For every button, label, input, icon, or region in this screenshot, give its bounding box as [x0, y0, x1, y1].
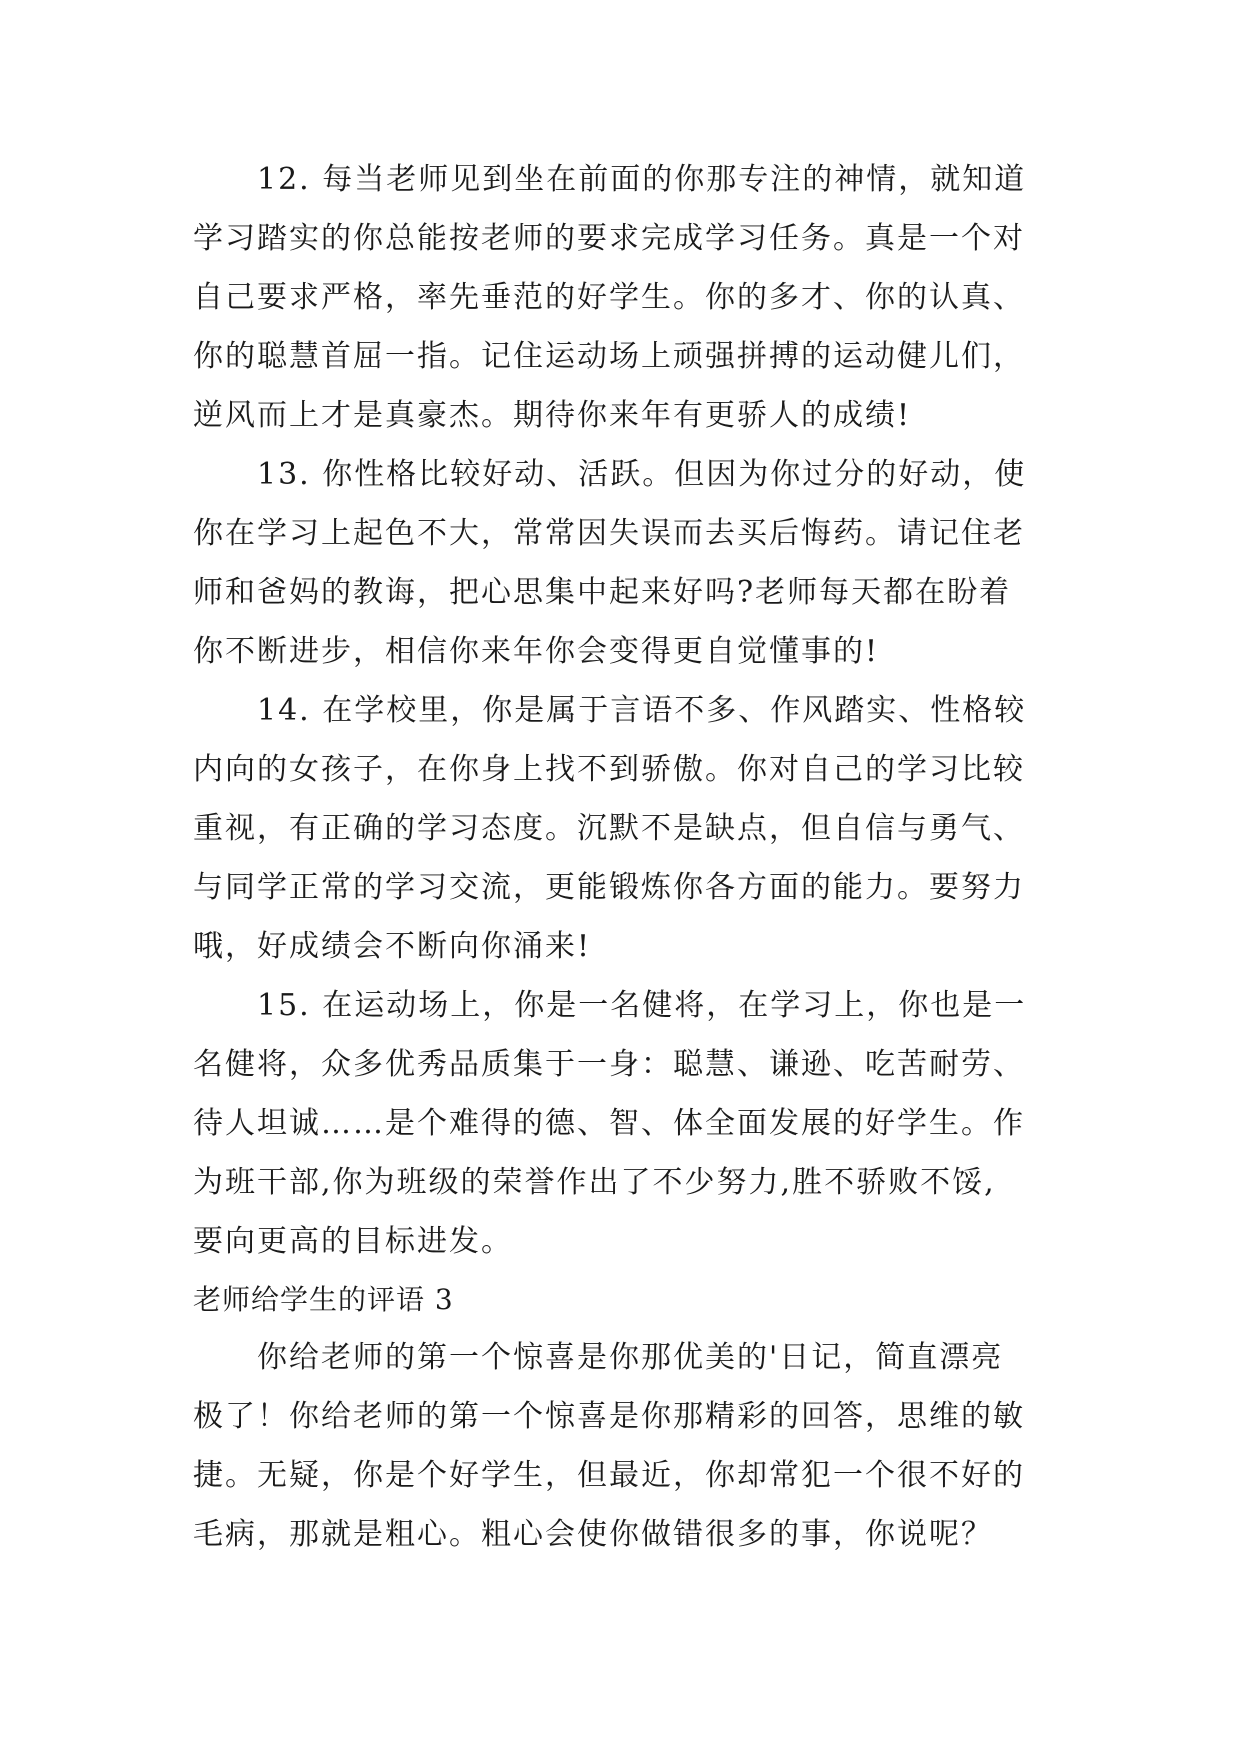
- text-line: 内向的女孩子，在你身上找不到骄傲。你对自己的学习比较: [193, 752, 1025, 787]
- text-line: 自己要求严格，率先垂范的好学生。你的多才、你的认真、: [193, 280, 1025, 315]
- paragraph-final: [193, 1328, 1073, 1564]
- text-line: 你不断进步，相信你来年你会变得更自觉懂事的!: [193, 634, 880, 669]
- text-line: 你的聪慧首屈一指。记住运动场上顽强拼搏的运动健儿们，: [193, 339, 1025, 374]
- paragraph-13: [193, 445, 1073, 681]
- text-line: 师和爸妈的教诲，把心思集中起来好吗?老师每天都在盼着: [193, 575, 1012, 610]
- text-line: 极了！你给老师的第一个惊喜是你那精彩的回答，思维的敏: [193, 1399, 1025, 1434]
- text-line: 待人坦诚……是个难得的德、智、体全面发展的好学生。作: [193, 1106, 1025, 1141]
- section-heading: 老师给学生的评语 3: [193, 1283, 454, 1316]
- text-line: 你给老师的第一个惊喜是你那优美的'日记，简直漂亮: [257, 1340, 1004, 1375]
- document-page: [193, 150, 1073, 1564]
- paragraph-15: [193, 976, 1073, 1271]
- text-line: 12. 每当老师见到坐在前面的你那专注的神情，就知道: [257, 162, 1027, 197]
- text-line: 名健将，众多优秀品质集于一身：聪慧、谦逊、吃苦耐劳、: [193, 1047, 1025, 1082]
- text-line: 哦，好成绩会不断向你涌来!: [193, 929, 592, 964]
- text-line: 要向更高的目标进发。: [193, 1224, 513, 1259]
- text-line: 逆风而上才是真豪杰。期待你来年有更骄人的成绩!: [193, 398, 912, 433]
- text-line: 你在学习上起色不大，常常因失误而去买后悔药。请记住老: [193, 516, 1025, 551]
- paragraph-14: [193, 681, 1073, 976]
- text-line: 重视，有正确的学习态度。沉默不是缺点，但自信与勇气、: [193, 811, 1025, 846]
- text-line: 学习踏实的你总能按老师的要求完成学习任务。真是一个对: [193, 221, 1025, 256]
- paragraph-12: [193, 150, 1073, 445]
- text-line: 捷。无疑，你是个好学生，但最近，你却常犯一个很不好的: [193, 1458, 1025, 1493]
- text-line: 毛病，那就是粗心。粗心会使你做错很多的事，你说呢？: [193, 1517, 993, 1552]
- text-line: 13. 你性格比较好动、活跃。但因为你过分的好动，使: [257, 457, 1027, 492]
- text-line: 与同学正常的学习交流，更能锻炼你各方面的能力。要努力: [193, 870, 1025, 905]
- text-line: 14. 在学校里，你是属于言语不多、作风踏实、性格较: [257, 693, 1027, 728]
- text-line: 为班干部,你为班级的荣誉作出了不少努力,胜不骄败不馁,: [193, 1165, 996, 1200]
- text-line: 15. 在运动场上，你是一名健将，在学习上，你也是一: [257, 988, 1027, 1023]
